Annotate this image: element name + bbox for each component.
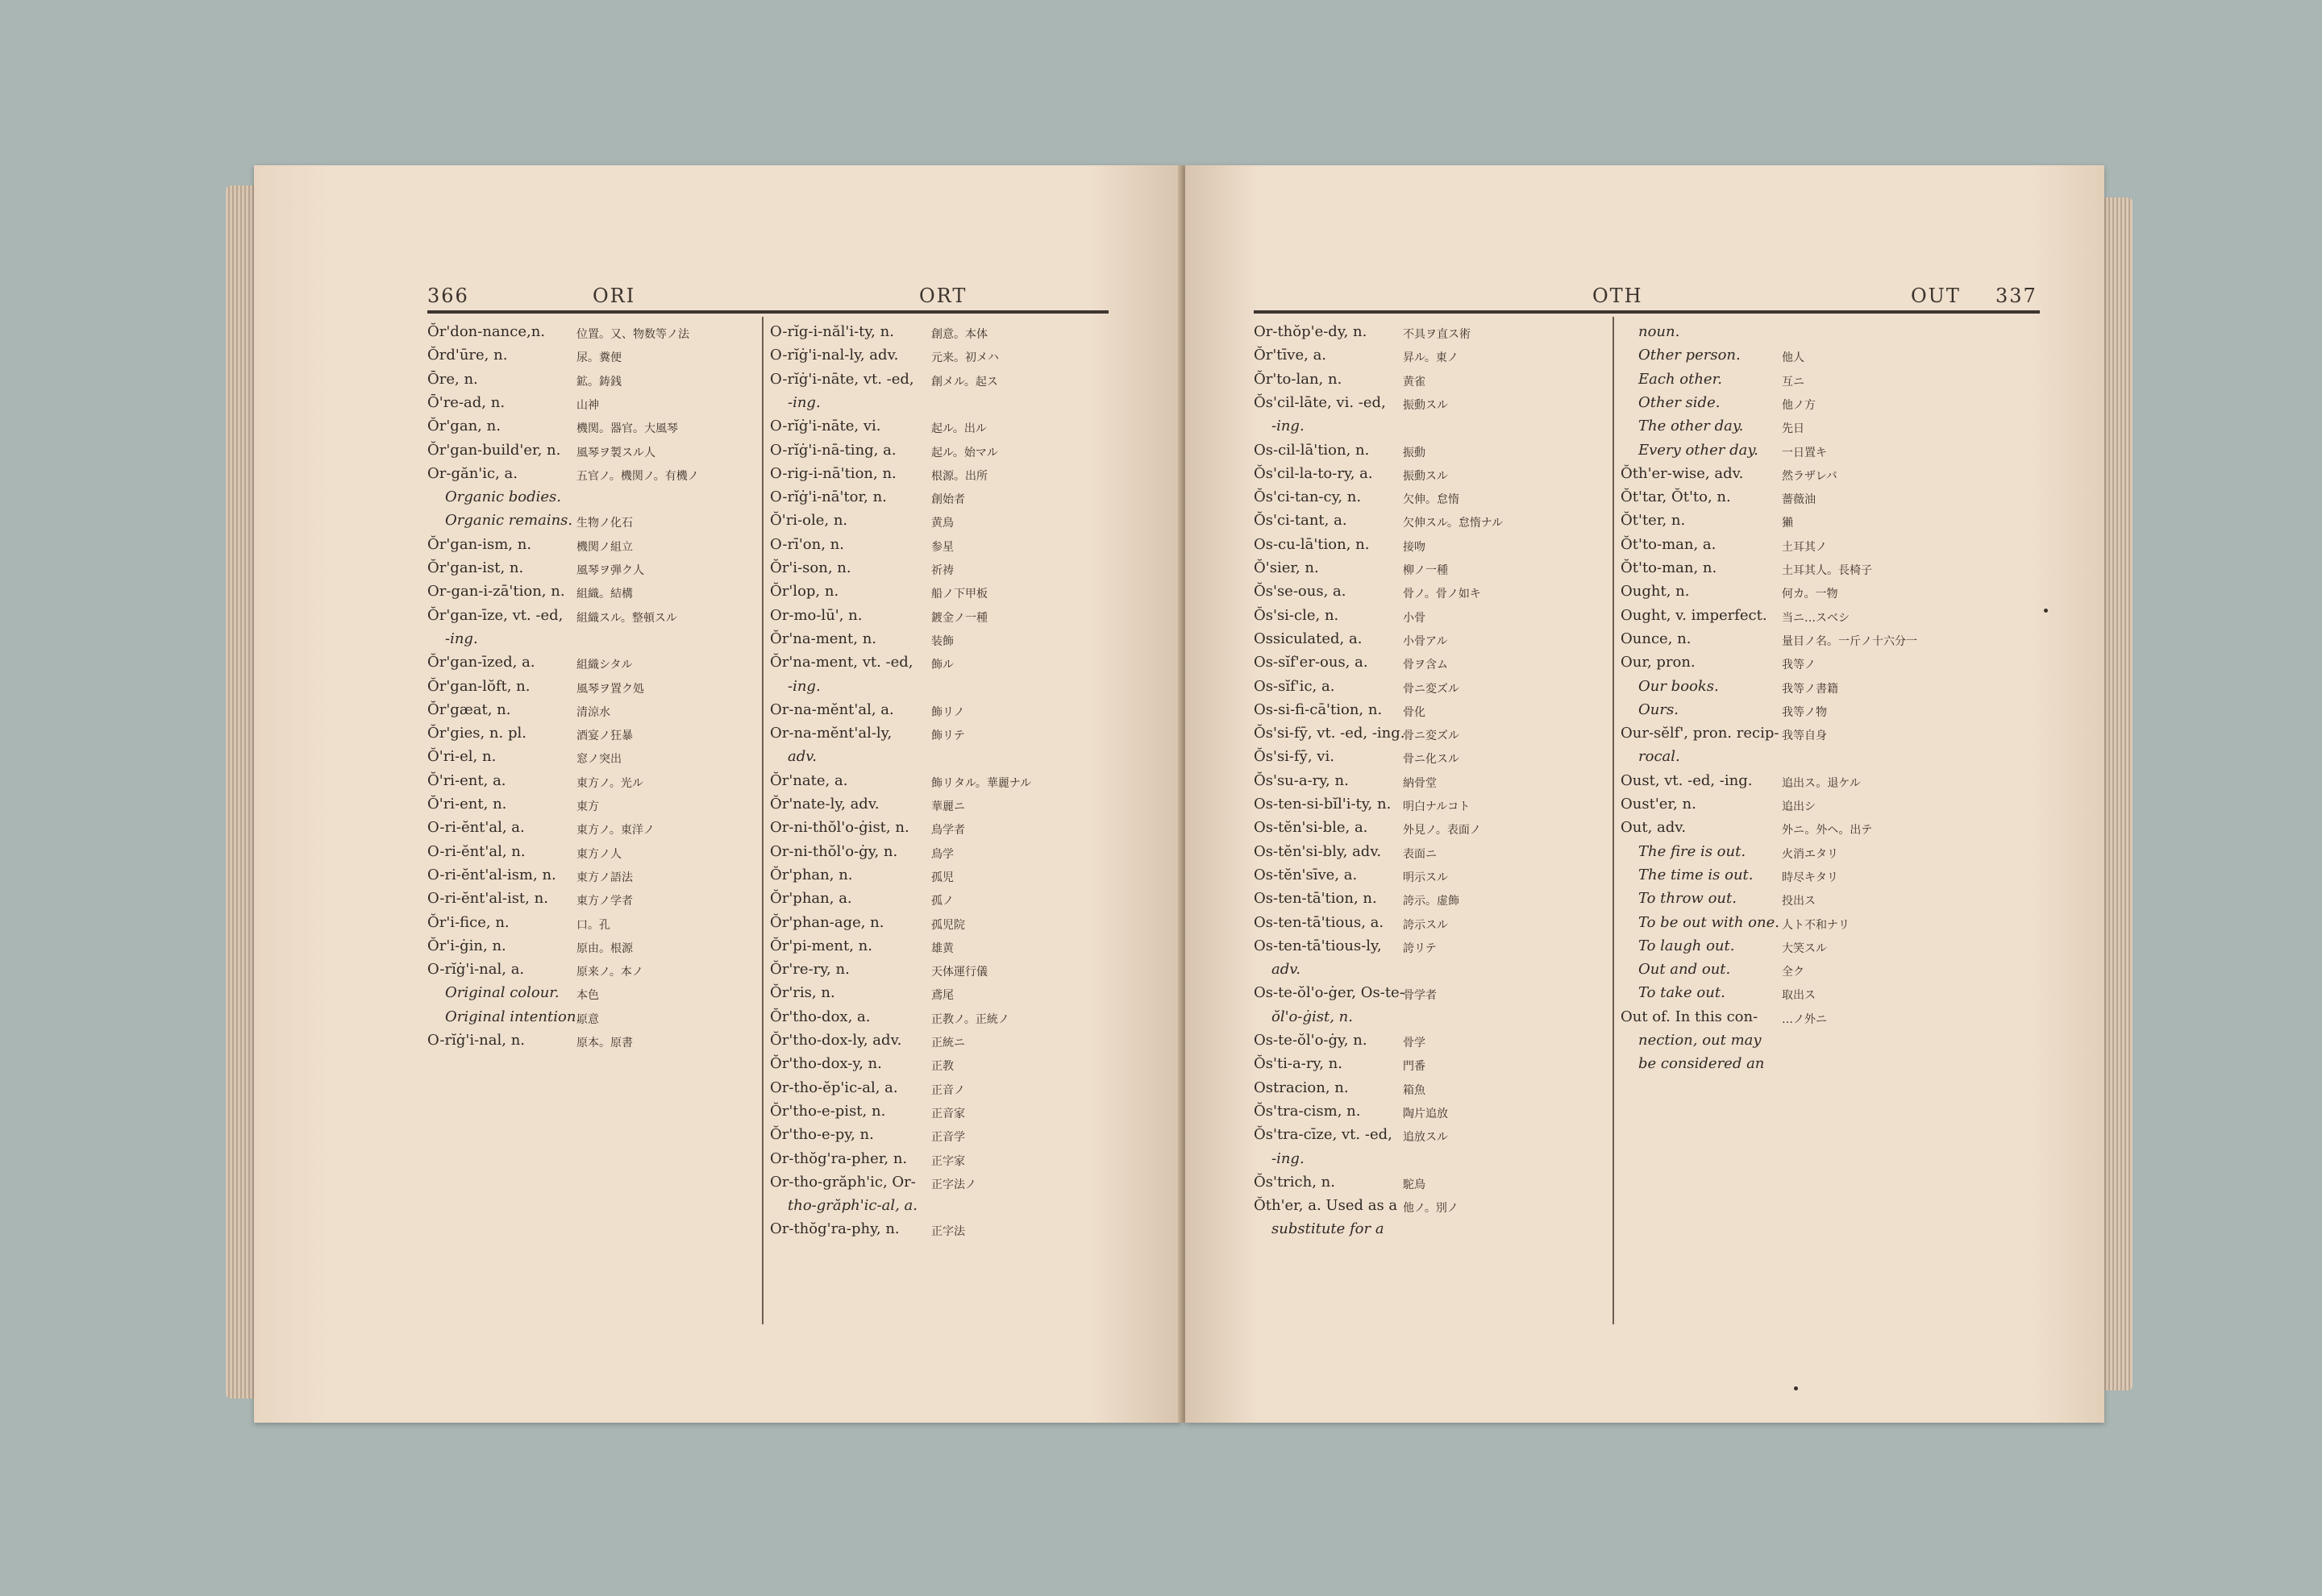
japanese-gloss: 組織スル。整頓スル <box>576 611 677 625</box>
dictionary-entry: Ŏr'i-son, n. <box>770 559 851 576</box>
dictionary-entry: -ing. <box>445 630 478 647</box>
dictionary-entry: Ŏ'sier, n. <box>1254 559 1319 576</box>
japanese-gloss: 原本。原書 <box>576 1037 633 1049</box>
dictionary-entry: Os-te-ŏl'o-ġy, n. <box>1254 1032 1367 1049</box>
japanese-gloss: 鳥学 <box>931 847 954 861</box>
japanese-gloss: 表面ニ <box>1403 847 1437 861</box>
dictionary-entry: Ŏs'ci-tan-cy, n. <box>1254 488 1362 506</box>
japanese-gloss: 他ノ方 <box>1782 398 1816 412</box>
page-number-left: 366 <box>427 285 469 307</box>
japanese-gloss: 位置。又、物数等ノ法 <box>576 328 689 341</box>
open-book <box>238 165 2116 1423</box>
dictionary-entry: Ŏr'gan-lŏft, n. <box>427 677 531 695</box>
japanese-gloss: 風琴ヲ弾ク人 <box>576 564 644 577</box>
dictionary-entry: O-ri-ĕnt'al-ist, n. <box>427 890 548 908</box>
japanese-gloss: 風琴ヲ置ク処 <box>576 682 644 696</box>
dictionary-entry: Ŏr'tho-dox-ly, adv. <box>770 1032 902 1049</box>
dictionary-entry: Os-tĕn'sīve, a. <box>1254 866 1358 883</box>
japanese-gloss: 根源。出所 <box>931 469 988 483</box>
dictionary-entry: be considered an <box>1638 1055 1765 1073</box>
japanese-gloss: 我等ノ書籍 <box>1782 682 1838 696</box>
dictionary-entry: Ōre, n. <box>427 370 478 388</box>
japanese-gloss: 接吻 <box>1403 540 1425 554</box>
dictionary-entry: Ŏs'si-fȳ, vt. -ed, -ing. <box>1254 725 1405 742</box>
japanese-gloss: 正字法ノ <box>931 1178 976 1191</box>
japanese-gloss: 機関ノ組立 <box>576 540 633 554</box>
japanese-gloss: 骨ノ。骨ノ如キ <box>1403 588 1481 601</box>
dictionary-entry: O-rĭġ'i-nāte, vi. <box>770 418 881 435</box>
dictionary-entry: O-ri-ĕnt'al, n. <box>427 842 526 860</box>
japanese-gloss: 土耳其ノ <box>1782 540 1827 554</box>
japanese-gloss: 孤児 <box>931 871 954 884</box>
dictionary-entry: Or-mo-lū', n. <box>770 606 863 624</box>
dictionary-entry: Ŏr'gan, n. <box>427 418 501 435</box>
dictionary-entry: Ŏ'ri-ole, n. <box>770 512 848 530</box>
japanese-gloss: 組織シタル <box>576 659 633 672</box>
japanese-gloss: 清涼水 <box>576 705 610 719</box>
japanese-gloss: 骨ニ変ズル <box>1403 682 1459 696</box>
dictionary-entry: To throw out. <box>1638 890 1737 908</box>
dictionary-entry: Ō're-ad, n. <box>427 393 506 411</box>
japanese-gloss: 然ラザレバ <box>1782 469 1837 483</box>
japanese-gloss: 昇ル。東ノ <box>1403 351 1459 365</box>
dictionary-entry: Ostracion, n. <box>1254 1079 1349 1096</box>
dictionary-entry: The time is out. <box>1638 866 1754 883</box>
dictionary-entry: Os-sĭf'er-ous, a. <box>1254 654 1368 671</box>
dictionary-entry: Or-ni-thŏl'o-ġy, n. <box>770 842 898 860</box>
japanese-gloss: 振動スル <box>1403 398 1448 412</box>
dictionary-entry: The fire is out. <box>1638 842 1746 860</box>
dictionary-entry: Out of. In this con- <box>1621 1008 1758 1025</box>
dictionary-entry: Ŏs'se-ous, a. <box>1254 583 1346 601</box>
japanese-gloss: 誇リテ <box>1403 941 1437 955</box>
dictionary-entry: Ŏr'gan-īze, vt. -ed, <box>427 606 564 624</box>
japanese-gloss: 土耳其人。長椅子 <box>1782 564 1872 577</box>
dictionary-entry: Our books. <box>1638 677 1719 695</box>
dictionary-entry: Ossiculated, a. <box>1254 630 1363 647</box>
dictionary-entry: Ŏr'tho-dox-y, n. <box>770 1055 882 1073</box>
dictionary-entry: Ŏr'gies, n. pl. <box>427 725 526 742</box>
dictionary-entry: tho-grăph'ic-al, a. <box>788 1197 918 1215</box>
dictionary-entry: Ŏt'to-man, a. <box>1621 535 1717 553</box>
japanese-gloss: 全ク <box>1782 966 1804 979</box>
dictionary-entry: Or-tho-grăph'ic, Or- <box>770 1173 916 1191</box>
dictionary-entry: Ŏt'tar, Ŏt'to, n. <box>1621 488 1731 506</box>
dictionary-entry: Ŏr'gan-īzed, a. <box>427 654 535 671</box>
japanese-gloss: 外見ノ。表面ノ <box>1403 824 1481 837</box>
dictionary-entry: Every other day. <box>1638 441 1758 459</box>
dictionary-entry: Ŏr'gæat, n. <box>427 700 511 718</box>
japanese-gloss: 我等ノ <box>1782 659 1816 672</box>
dictionary-entry: nection, out may <box>1638 1032 1762 1049</box>
dictionary-entry: Ŏr'na-ment, n. <box>770 630 877 647</box>
japanese-gloss: 誇示スル <box>1403 918 1448 932</box>
dictionary-entry: Ought, n. <box>1621 583 1690 601</box>
japanese-gloss: 起ル。始マル <box>931 446 998 459</box>
japanese-gloss: 窓ノ突出 <box>576 753 622 767</box>
japanese-gloss: 振動スル <box>1403 469 1448 483</box>
japanese-gloss: 東方ノ。光ル <box>576 776 643 790</box>
left-page <box>254 165 1181 1423</box>
dictionary-entry: Or-găn'ic, a. <box>427 464 518 482</box>
japanese-gloss: 組織。結構 <box>576 588 633 601</box>
dictionary-entry: Or-gan-i-zā'tion, n. <box>427 583 565 601</box>
dictionary-entry: Os-cu-lā'tion, n. <box>1254 535 1370 553</box>
dictionary-entry: O-rĭġ'i-nal-ly, adv. <box>770 347 899 364</box>
dictionary-entry: Os-ten-tā'tion, n. <box>1254 890 1377 908</box>
japanese-gloss: 正字法 <box>931 1225 965 1239</box>
dictionary-entry: Os-tĕn'si-ble, a. <box>1254 819 1368 837</box>
dictionary-entry: Or-thŏp'e-dy, n. <box>1254 323 1367 340</box>
dictionary-entry: -ing. <box>788 393 821 411</box>
japanese-gloss: 正音家 <box>931 1107 965 1120</box>
japanese-gloss: 追出シ <box>1782 800 1816 813</box>
running-head-right-2: OUT <box>1911 285 1961 307</box>
dictionary-entry: Or-na-mĕnt'al-ly, <box>770 725 893 742</box>
japanese-gloss: 他人 <box>1782 351 1804 365</box>
dictionary-entry: Ŏr'tho-dox, a. <box>770 1008 871 1025</box>
dictionary-entry: O-rĭġ'i-nā-ting, a. <box>770 441 897 459</box>
dictionary-entry: To take out. <box>1638 984 1725 1002</box>
dictionary-entry: Ours. <box>1638 700 1679 718</box>
dictionary-entry: Ŏr'nate, a. <box>770 771 848 789</box>
dictionary-entry: -ing. <box>788 677 821 695</box>
japanese-gloss: …ノ外ニ <box>1782 1012 1827 1026</box>
dictionary-entry: Other person. <box>1638 347 1741 364</box>
dictionary-entry: Ounce, n. <box>1621 630 1692 647</box>
dictionary-entry: Ŏth'er, a. Used as a <box>1254 1197 1398 1215</box>
japanese-gloss: 尿。糞便 <box>576 351 622 365</box>
dictionary-entry: Or-ni-thŏl'o-ġist, n. <box>770 819 909 837</box>
dictionary-entry: Ŏs'cil-lāte, vi. -ed, <box>1254 393 1386 411</box>
running-head-left-2: ORT <box>919 285 968 307</box>
dictionary-entry: Os-ten-si-bĭl'i-ty, n. <box>1254 796 1392 813</box>
japanese-gloss: 天体運行儀 <box>931 966 988 979</box>
dictionary-entry: O-ri-ĕnt'al-ism, n. <box>427 866 556 883</box>
dictionary-entry: Ŏs'ci-tant, a. <box>1254 512 1347 530</box>
dictionary-entry: Ŏr'lop, n. <box>770 583 839 601</box>
japanese-gloss: 風琴ヲ製スル人 <box>576 446 655 459</box>
dictionary-entry: ŏl'o-ġist, n. <box>1271 1008 1353 1025</box>
page-edges-right <box>2100 197 2133 1390</box>
japanese-gloss: 他ノ。別ノ <box>1403 1202 1459 1216</box>
japanese-gloss: 欠伸。怠惰 <box>1403 493 1459 507</box>
japanese-gloss: 時尽キタリ <box>1782 871 1838 884</box>
japanese-gloss: 機関。器官。大風琴 <box>576 422 678 436</box>
dictionary-entry: Original intention. <box>445 1008 581 1025</box>
page-edges-left <box>226 185 258 1399</box>
dictionary-entry: Each other. <box>1638 370 1722 388</box>
dictionary-entry: Ŏ'ri-el, n. <box>427 748 497 766</box>
right-page <box>1185 165 2104 1423</box>
japanese-gloss: 振動 <box>1403 446 1425 459</box>
dictionary-entry: noun. <box>1638 323 1680 340</box>
dictionary-entry: Our, pron. <box>1621 654 1696 671</box>
dictionary-entry: Or-tho-ĕp'ic-al, a. <box>770 1079 898 1096</box>
japanese-gloss: 我等自身 <box>1782 729 1827 743</box>
dictionary-entry: The other day. <box>1638 418 1744 435</box>
japanese-gloss: 船ノ下甲板 <box>931 588 988 601</box>
japanese-gloss: 雄黄 <box>931 941 954 955</box>
japanese-gloss: 原意 <box>576 1012 599 1026</box>
dictionary-entry: Ŏs'ti-a-ry, n. <box>1254 1055 1342 1073</box>
japanese-gloss: 起ル。出ル <box>931 422 987 436</box>
dictionary-entry: Ŏr're-ry, n. <box>770 961 850 979</box>
japanese-gloss: 創意。本体 <box>931 328 988 341</box>
japanese-gloss: 鍍金ノ一種 <box>931 611 988 625</box>
japanese-gloss: 骨ニ化スル <box>1403 753 1459 767</box>
japanese-gloss: 正教ノ。正統ノ <box>931 1012 1009 1026</box>
dictionary-entry: Oust'er, n. <box>1621 796 1696 813</box>
japanese-gloss: 人ト不和ナリ <box>1782 918 1850 932</box>
dictionary-entry: Ŏt'to-man, n. <box>1621 559 1717 576</box>
japanese-gloss: 納骨堂 <box>1403 776 1437 790</box>
japanese-gloss: 薔薇油 <box>1782 493 1816 507</box>
dictionary-entry: substitute for a <box>1271 1220 1384 1238</box>
japanese-gloss: 骨化 <box>1403 705 1425 719</box>
japanese-gloss: 門番 <box>1403 1060 1425 1074</box>
dictionary-entry: O-rĭġ'i-nal, n. <box>427 1032 526 1049</box>
japanese-gloss: 正字家 <box>931 1154 965 1168</box>
dictionary-entry: Ŏth'er-wise, adv. <box>1621 464 1744 482</box>
dictionary-entry: O-rī'on, n. <box>770 535 844 553</box>
dictionary-entry: Ŏs'trich, n. <box>1254 1173 1335 1191</box>
dictionary-entry: O-rĭġ'i-nā'tor, n. <box>770 488 887 506</box>
dictionary-entry: Ŏr'pi-ment, n. <box>770 937 872 954</box>
dictionary-entry: adv. <box>788 748 818 766</box>
japanese-gloss: 追放スル <box>1403 1131 1448 1145</box>
japanese-gloss: 大笑スル <box>1782 941 1827 955</box>
ink-dot <box>2044 609 2048 613</box>
dictionary-entry: Ŏs'si-fȳ, vi. <box>1254 748 1334 766</box>
dictionary-entry: To laugh out. <box>1638 937 1735 954</box>
japanese-gloss: 飾リタル。華麗ナル <box>931 776 1032 790</box>
dictionary-entry: Ought, v. imperfect. <box>1621 606 1767 624</box>
dictionary-entry: Other side. <box>1638 393 1721 411</box>
japanese-gloss: 明示スル <box>1403 871 1448 884</box>
dictionary-entry: Ŏs'si-cle, n. <box>1254 606 1339 624</box>
japanese-gloss: 孤ノ <box>931 895 954 908</box>
ink-dot <box>1794 1386 1798 1390</box>
japanese-gloss: 不具ヲ直ス術 <box>1403 328 1471 341</box>
dictionary-entry: Ŏr'tīve, a. <box>1254 347 1327 364</box>
japanese-gloss: 欠伸スル。怠惰ナル <box>1403 517 1504 530</box>
japanese-gloss: 取出ス <box>1782 989 1816 1003</box>
japanese-gloss: 正音ノ <box>931 1083 965 1097</box>
japanese-gloss: 小骨アル <box>1403 634 1448 648</box>
dictionary-entry: Os-cil-lā'tion, n. <box>1254 441 1370 459</box>
japanese-gloss: 鳥学者 <box>931 824 965 837</box>
japanese-gloss: 山神 <box>576 398 599 412</box>
dictionary-entry: Ŏr'gan-ism, n. <box>427 535 532 553</box>
running-head-right-1: OTH <box>1592 285 1643 307</box>
dictionary-entry: O-rĭġ'i-nāte, vt. -ed, <box>770 370 914 388</box>
dictionary-entry: Our-sĕlf', pron. recip- <box>1621 725 1779 742</box>
dictionary-entry: Os-te-ŏl'o-ġer, Os-te- <box>1254 984 1404 1002</box>
japanese-gloss: 飾ル <box>931 659 954 672</box>
japanese-gloss: 酒宴ノ狂暴 <box>576 729 633 743</box>
dictionary-entry: Original colour. <box>445 984 560 1002</box>
dictionary-entry: O-rĭġ'i-nal, a. <box>427 961 525 979</box>
japanese-gloss: 五官ノ。機関ノ。有機ノ <box>576 469 699 483</box>
dictionary-entry: Ŏs'cil-la-to-ry, a. <box>1254 464 1373 482</box>
japanese-gloss: 飾リノ <box>931 705 965 719</box>
dictionary-entry: rocal. <box>1638 748 1680 766</box>
dictionary-entry: Ŏr'gan-build'er, n. <box>427 441 561 459</box>
japanese-gloss: 黄鳥 <box>931 517 954 530</box>
page-number-right: 337 <box>1995 285 2037 307</box>
dictionary-entry: Ŏr'to-lan, n. <box>1254 370 1342 388</box>
japanese-gloss: 参星 <box>931 540 954 554</box>
japanese-gloss: 元来。初メハ <box>931 351 999 365</box>
japanese-gloss: 正音学 <box>931 1131 965 1145</box>
japanese-gloss: 投出ス <box>1782 895 1816 908</box>
dictionary-entry: Ŏr'na-ment, vt. -ed, <box>770 654 913 671</box>
japanese-gloss: 東方ノ学者 <box>576 895 633 908</box>
dictionary-entry: -ing. <box>1271 418 1305 435</box>
dictionary-entry: Or-thŏg'ra-phy, n. <box>770 1220 900 1238</box>
japanese-gloss: 一日置キ <box>1782 446 1827 459</box>
dictionary-entry: adv. <box>1271 961 1301 979</box>
dictionary-entry: Ŏr'i-fice, n. <box>427 913 510 931</box>
japanese-gloss: 何カ。一物 <box>1782 588 1838 601</box>
japanese-gloss: 原由。根源 <box>576 941 633 955</box>
japanese-gloss: 東方ノ語法 <box>576 871 633 884</box>
dictionary-entry: Or-na-mĕnt'al, a. <box>770 700 894 718</box>
column-separator-left <box>762 317 764 1324</box>
dictionary-entry: Organic bodies. <box>445 488 562 506</box>
header-rule-right <box>1254 310 2040 314</box>
dictionary-entry: Organic remains. <box>445 512 573 530</box>
japanese-gloss: 獺 <box>1782 517 1793 530</box>
japanese-gloss: 箱魚 <box>1403 1083 1425 1097</box>
japanese-gloss: 東方ノ人 <box>576 847 622 861</box>
japanese-gloss: 先日 <box>1782 422 1804 436</box>
dictionary-entry: Out, adv. <box>1621 819 1687 837</box>
dictionary-entry: Os-sĭf'ic, a. <box>1254 677 1335 695</box>
japanese-gloss: 正統ニ <box>931 1037 965 1049</box>
japanese-gloss: 追出ス。退ケル <box>1782 776 1861 790</box>
japanese-gloss: 骨ヲ含ム <box>1403 659 1448 672</box>
dictionary-entry: Os-si-fi-cā'tion, n. <box>1254 700 1383 718</box>
dictionary-entry: Ŏ'ri-ent, a. <box>427 771 506 789</box>
japanese-gloss: 正教 <box>931 1060 954 1074</box>
japanese-gloss: 飾リテ <box>931 729 965 743</box>
dictionary-entry: Ŏrd'ūre, n. <box>427 347 508 364</box>
japanese-gloss: 陶片追放 <box>1403 1107 1448 1120</box>
japanese-gloss: 当ニ…スベシ <box>1782 611 1850 625</box>
japanese-gloss: 孤児院 <box>931 918 965 932</box>
dictionary-entry: Or-thŏg'ra-pher, n. <box>770 1149 908 1167</box>
dictionary-entry: Ŏr'gan-ist, n. <box>427 559 524 576</box>
japanese-gloss: 口。孔 <box>576 918 610 932</box>
column-separator-right <box>1612 317 1614 1324</box>
dictionary-entry: Ŏs'su-a-ry, n. <box>1254 771 1349 789</box>
japanese-gloss: 火消エタリ <box>1782 847 1838 861</box>
japanese-gloss: 外ニ。外ヘ。出テ <box>1782 824 1873 837</box>
japanese-gloss: 骨学 <box>1403 1037 1425 1049</box>
dictionary-entry: Ŏr'nate-ly, adv. <box>770 796 880 813</box>
dictionary-entry: Ŏs'tra-cīze, vt. -ed, <box>1254 1126 1392 1144</box>
dictionary-entry: Ŏr'i-ġin, n. <box>427 937 506 954</box>
japanese-gloss: 装飾 <box>931 634 954 648</box>
japanese-gloss: 誇示。虚飾 <box>1403 895 1459 908</box>
japanese-gloss: 東方ノ。東洋ノ <box>576 824 655 837</box>
japanese-gloss: 骨学者 <box>1403 989 1437 1003</box>
japanese-gloss: 本色 <box>576 989 599 1003</box>
dictionary-entry: Os-ten-tā'tious-ly, <box>1254 937 1382 954</box>
dictionary-entry: Ŏs'tra-cism, n. <box>1254 1102 1361 1120</box>
header-rule-left <box>427 310 1109 314</box>
japanese-gloss: 生物ノ化石 <box>576 517 633 530</box>
japanese-gloss: 駝鳥 <box>1403 1178 1425 1191</box>
dictionary-entry: -ing. <box>1271 1149 1305 1167</box>
japanese-gloss: 互ニ <box>1782 375 1804 389</box>
dictionary-entry: Ŏr'tho-e-py, n. <box>770 1126 874 1144</box>
dictionary-entry: Ŏr'don-nance,n. <box>427 323 546 340</box>
japanese-gloss: 黄雀 <box>1403 375 1425 389</box>
dictionary-entry: Ŏr'phan-age, n. <box>770 913 884 931</box>
dictionary-entry: O-rĭg-i-năl'i-ty, n. <box>770 323 894 340</box>
dictionary-entry: Oust, vt. -ed, -ing. <box>1621 771 1753 789</box>
japanese-gloss: 原来ノ。本ノ <box>576 966 643 979</box>
japanese-gloss: 東方 <box>576 800 599 813</box>
japanese-gloss: 我等ノ物 <box>1782 705 1827 719</box>
dictionary-entry: Ŏt'ter, n. <box>1621 512 1686 530</box>
japanese-gloss: 鉱。鋳銭 <box>576 375 622 389</box>
dictionary-entry: Out and out. <box>1638 961 1731 979</box>
dictionary-entry: Os-tĕn'si-bly, adv. <box>1254 842 1382 860</box>
japanese-gloss: 創メル。起ス <box>931 375 998 389</box>
dictionary-entry: O-ri-ĕnt'al, a. <box>427 819 525 837</box>
japanese-gloss: 柳ノ一種 <box>1403 564 1448 577</box>
japanese-gloss: 小骨 <box>1403 611 1425 625</box>
japanese-gloss: 華麗ニ <box>931 800 965 813</box>
japanese-gloss: 創始者 <box>931 493 965 507</box>
dictionary-entry: Ŏr'phan, n. <box>770 866 853 883</box>
dictionary-entry: Ŏr'ris, n. <box>770 984 835 1002</box>
japanese-gloss: 祈祷 <box>931 564 954 577</box>
running-head-left-1: ORI <box>593 285 636 307</box>
dictionary-entry: To be out with one. <box>1638 913 1779 931</box>
japanese-gloss: 明白ナルコト <box>1403 800 1471 813</box>
japanese-gloss: 骨ニ変ズル <box>1403 729 1459 743</box>
dictionary-entry: Ŏr'tho-e-pist, n. <box>770 1102 886 1120</box>
dictionary-entry: Ŏr'phan, a. <box>770 890 852 908</box>
dictionary-entry: O-rig-i-nā'tion, n. <box>770 464 897 482</box>
dictionary-entry: Ŏ'ri-ent, n. <box>427 796 507 813</box>
dictionary-entry: Os-ten-tā'tious, a. <box>1254 913 1384 931</box>
japanese-gloss: 量目ノ名。一斤ノ十六分一 <box>1782 634 1917 648</box>
japanese-gloss: 鳶尾 <box>931 989 954 1003</box>
